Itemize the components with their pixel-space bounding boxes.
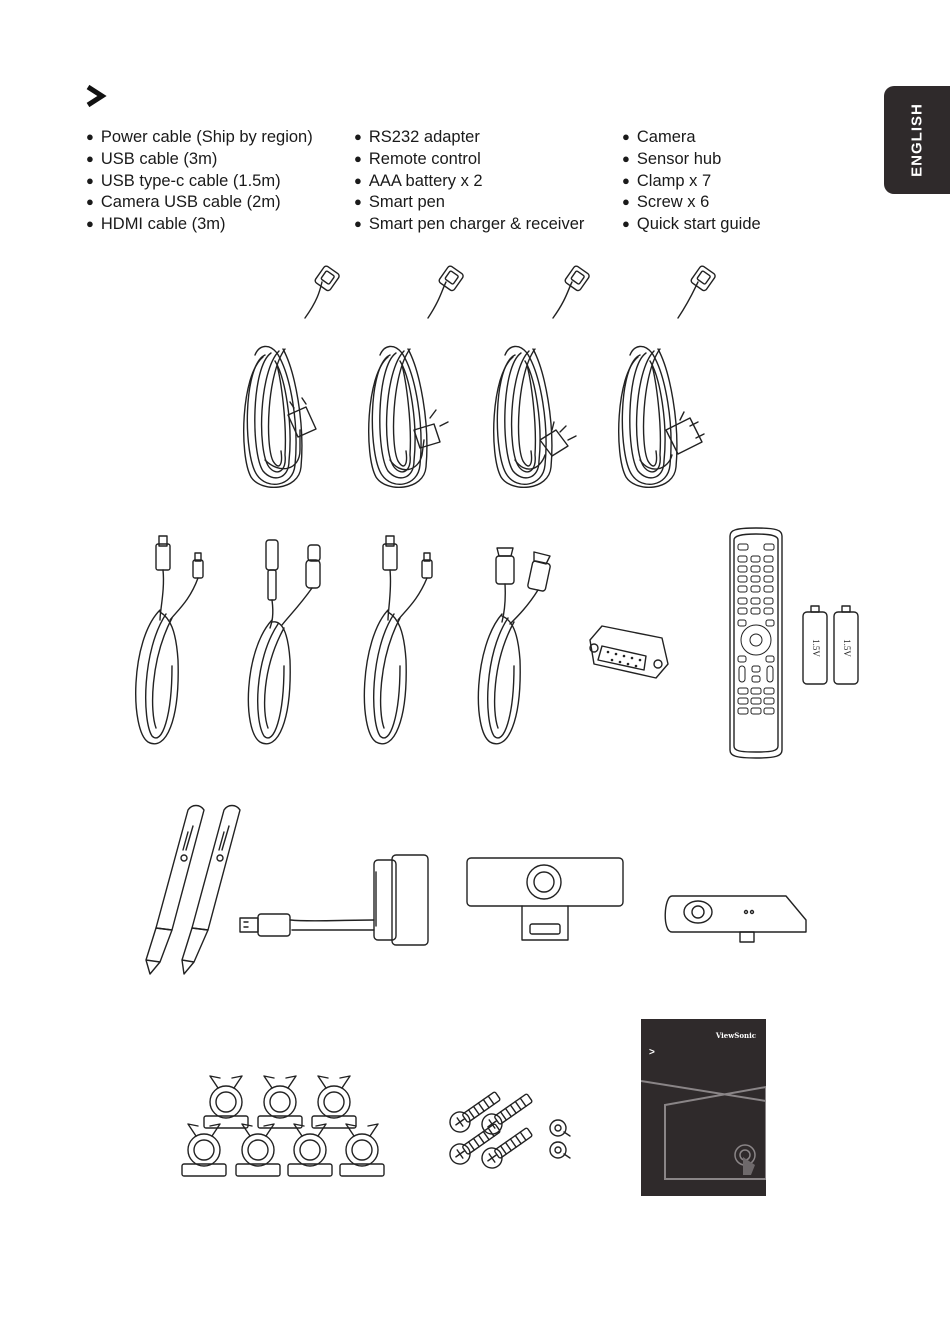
clamp-icon bbox=[182, 1076, 384, 1176]
rs232-adapter-icon bbox=[590, 626, 668, 678]
quick-start-guide-icon bbox=[641, 1019, 766, 1196]
language-tab-label: ENGLISH bbox=[908, 103, 926, 177]
list-item: ● Quick start guide bbox=[622, 214, 761, 236]
svg-text:1.5V: 1.5V bbox=[810, 639, 821, 657]
guide-brand: ViewSonic bbox=[715, 1031, 756, 1040]
list-item: ● Smart pen bbox=[354, 192, 584, 214]
smart-pen-icon bbox=[182, 806, 240, 975]
sensor-hub-icon bbox=[665, 896, 806, 942]
battery-label-1 bbox=[803, 612, 827, 684]
usb-type-c-cable-icon bbox=[248, 540, 320, 744]
list-item: ● Camera bbox=[622, 127, 761, 149]
power-cable-us-icon bbox=[494, 265, 591, 487]
power-cable-eu-icon bbox=[244, 265, 341, 487]
list-item: ● USB cable (3m) bbox=[86, 149, 313, 171]
battery-label-2 bbox=[834, 612, 858, 684]
list-item: ● Screw x 6 bbox=[622, 192, 761, 214]
list-item: ● Clamp x 7 bbox=[622, 171, 761, 193]
list-item: ● Remote control bbox=[354, 149, 584, 171]
list-item: ● HDMI cable (3m) bbox=[86, 214, 313, 236]
list-item: ● Sensor hub bbox=[622, 149, 761, 171]
list-item: ● Smart pen charger & receiver bbox=[354, 214, 584, 236]
camera-usb-cable-icon bbox=[364, 536, 432, 744]
list-item: ● Camera USB cable (2m) bbox=[86, 192, 313, 214]
smart-pen-charger-icon bbox=[240, 855, 428, 945]
list-item: ● AAA battery x 2 bbox=[354, 171, 584, 193]
screw-icon bbox=[446, 1087, 570, 1172]
remote-control-icon bbox=[730, 528, 782, 758]
camera-icon bbox=[467, 858, 623, 940]
guide-chevron: > bbox=[649, 1047, 655, 1058]
hdmi-cable-icon bbox=[478, 548, 550, 744]
power-cable-uk-icon bbox=[619, 265, 717, 487]
svg-text:1.5V: 1.5V bbox=[841, 639, 852, 657]
list-item: ● RS232 adapter bbox=[354, 127, 584, 149]
list-item: ● Power cable (Ship by region) bbox=[86, 127, 313, 149]
usb-cable-icon bbox=[136, 536, 203, 744]
smart-pen-icon bbox=[146, 806, 204, 975]
power-cable-au-icon bbox=[369, 265, 465, 487]
guide-cover-graphic bbox=[641, 1019, 766, 1196]
list-item: ● USB type-c cable (1.5m) bbox=[86, 171, 313, 193]
